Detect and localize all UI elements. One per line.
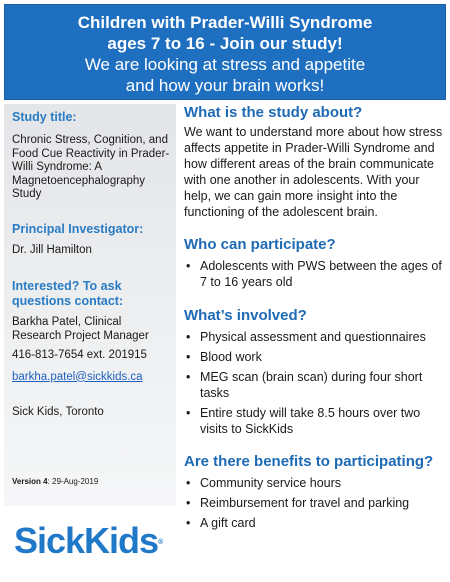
list-item: • MEG scan (brain scan) during four short tasks [184,369,446,401]
logo-text: SickKids [14,520,159,561]
study-title-heading: Study title: [12,110,77,124]
list-item: • Reimbursement for travel and parking [184,495,446,511]
about-heading: What is the study about? [184,104,363,121]
sidebar-panel [4,104,176,506]
benefits-list [184,475,446,531]
contact-heading: Interested? To ask questions contact: [12,279,124,308]
main-content [184,104,446,535]
banner-subtitle-line-2: and how your brain works! [125,76,325,95]
banner-title-line-1: Children with Prader-Willi Syndrome [77,13,373,32]
who-heading: Who can participate? [184,236,336,253]
list-item: • Adolescents with PWS between the ages of 7 to 16 years old [184,258,446,290]
list-item: • Blood work [184,349,446,365]
about-text: We want to understand more about how stress affects appetite in Prader-Willi Syndrome and how different areas of the brain communicate with one another in adolescents. With your help, we can gain more insight into the functioning of the adolescent brain. [184,125,443,219]
sickkids-logo [14,521,163,561]
principal-investigator-name: Dr. Jill Hamilton [12,243,92,256]
registered-mark: ® [158,539,164,546]
banner-title-line-2: ages 7 to 16 - Join our study! [107,34,343,53]
version-date: : 29-Aug-2019 [47,477,99,486]
list-item: • Physical assessment and questionnaires [184,329,446,345]
contact-email-link[interactable]: barkha.patel@sickkids.ca [12,370,143,383]
banner-subtitle-line-1: We are looking at stress and appetite [84,55,366,74]
study-title-text: Chronic Stress, Cognition, and Food Cue Reactivity in Prader-Willi Syndrome: A Magnetoencephalography Study [12,134,170,200]
list-item: • Community service hours [184,475,446,491]
contact-name: Barkha Patel, Clinical Research Project Manager [12,316,149,342]
header-banner [4,4,446,100]
principal-investigator-heading: Principal Investigator: [12,221,144,236]
who-list [184,258,446,290]
list-item: • A gift card [184,515,446,531]
version-label: Version 4 [12,477,48,486]
contact-phone: 416-813-7654 ext. 201915 [12,349,147,361]
involved-list [184,329,446,437]
benefits-heading: Are there benefits to participating? [184,453,434,470]
version-info [12,477,98,486]
list-item: • Entire study will take 8.5 hours over two visits to SickKids [184,405,446,437]
involved-heading: What’s involved? [184,307,307,324]
location-text: Sick Kids, Toronto [12,406,104,418]
